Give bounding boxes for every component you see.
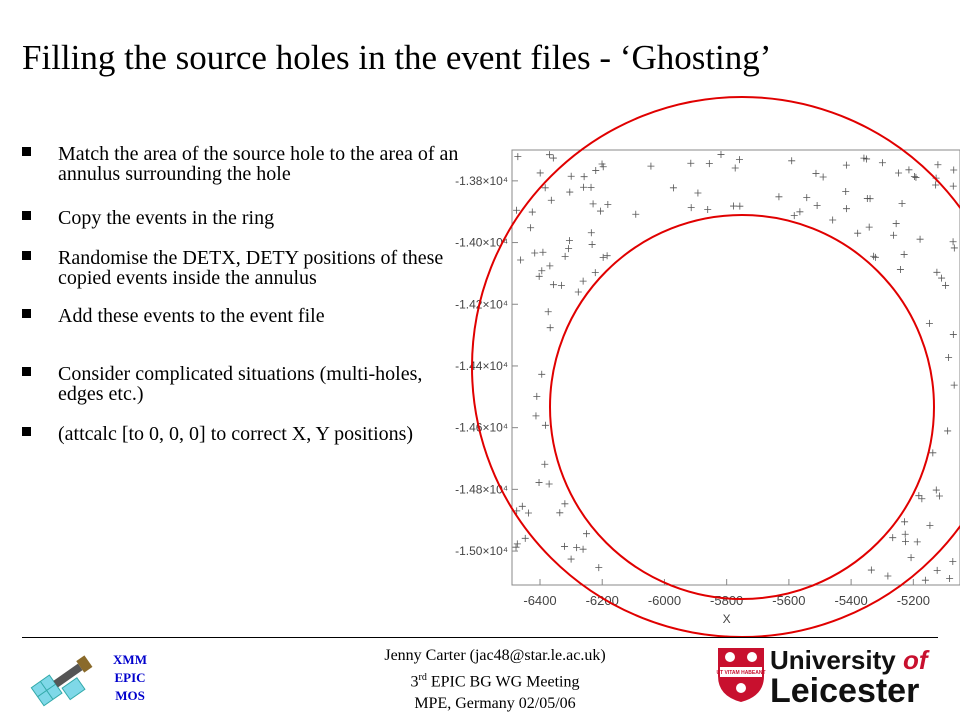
footer-meeting-suffix: rd	[418, 672, 427, 683]
footer-divider	[22, 637, 938, 638]
y-tick-label: -1.48×10⁴	[455, 482, 508, 497]
university-name: Leicester	[770, 672, 920, 710]
university-of: of	[902, 645, 928, 675]
bullet-marker-icon	[22, 367, 31, 376]
xmm-line: EPIC	[114, 670, 146, 685]
xmm-satellite-icon	[25, 645, 105, 715]
shield-motto: UT VITAM HABEANT	[716, 670, 766, 676]
y-tick-label: -1.44×10⁴	[455, 358, 508, 373]
footer-location-date: MPE, Germany 02/05/06	[414, 695, 576, 713]
bullet-item	[22, 364, 462, 404]
bullet-text: Add these events to the event file	[58, 305, 325, 327]
university-wordmark	[770, 646, 928, 708]
bullet-text: Randomise the DETX, DETY positions of these copied events inside the annulus	[58, 247, 444, 289]
x-tick-label: -6000	[647, 593, 682, 608]
y-tick-label: -1.42×10⁴	[455, 297, 508, 312]
y-tick-label: -1.38×10⁴	[455, 173, 508, 188]
footer-author: Jenny Carter (jac48@star.le.ac.uk)	[384, 647, 606, 664]
bullet-marker-icon	[22, 309, 31, 318]
y-tick-label: -1.46×10⁴	[455, 420, 508, 435]
x-tick-label: -5800	[710, 593, 744, 608]
xmm-line: XMM	[113, 652, 147, 667]
bullet-marker-icon	[22, 211, 31, 220]
xmm-line: MOS	[115, 688, 145, 703]
bullet-text: (attcalc [to 0, 0, 0] to correct X, Y positions)	[58, 423, 414, 445]
university-shield-icon	[716, 646, 766, 704]
bullet-marker-icon	[22, 147, 31, 156]
bullet-text: Copy the events in the ring	[58, 207, 275, 229]
bullet-list	[22, 143, 462, 445]
bullet-text: Match the area of the source hole to the area of an annulus surrounding the hole	[58, 143, 459, 185]
x-axis-label: X	[722, 612, 731, 626]
footer-meeting-number: 3	[410, 673, 419, 691]
x-tick-label: -6200	[585, 593, 619, 608]
y-tick-label: -1.50×10⁴	[455, 544, 508, 559]
x-tick-label: -5200	[896, 593, 930, 608]
x-tick-label: -5400	[834, 593, 868, 608]
x-tick-label: -6400	[523, 593, 557, 608]
bullet-item	[22, 208, 462, 228]
y-tick-label: -1.40×10⁴	[455, 235, 508, 250]
bullet-item	[22, 144, 462, 184]
xmm-epic-mos-label	[100, 651, 160, 705]
slide-footer	[330, 645, 660, 715]
bullet-text: Consider complicated situations (multi-holes, edges etc.)	[58, 363, 423, 405]
slide-title: Filling the source holes in the event files - ‘Ghosting’	[22, 38, 772, 77]
bullet-item	[22, 424, 462, 444]
university-word: University	[770, 645, 903, 675]
footer-meeting	[330, 667, 660, 693]
bullet-marker-icon	[22, 427, 31, 436]
footer-meeting-name: EPIC BG WG Meeting	[426, 673, 580, 691]
bullet-item	[22, 306, 462, 326]
bullet-item	[22, 248, 462, 288]
bullet-marker-icon	[22, 251, 31, 260]
event-scatter-plot	[440, 92, 960, 637]
x-tick-label: -5600	[772, 593, 806, 608]
